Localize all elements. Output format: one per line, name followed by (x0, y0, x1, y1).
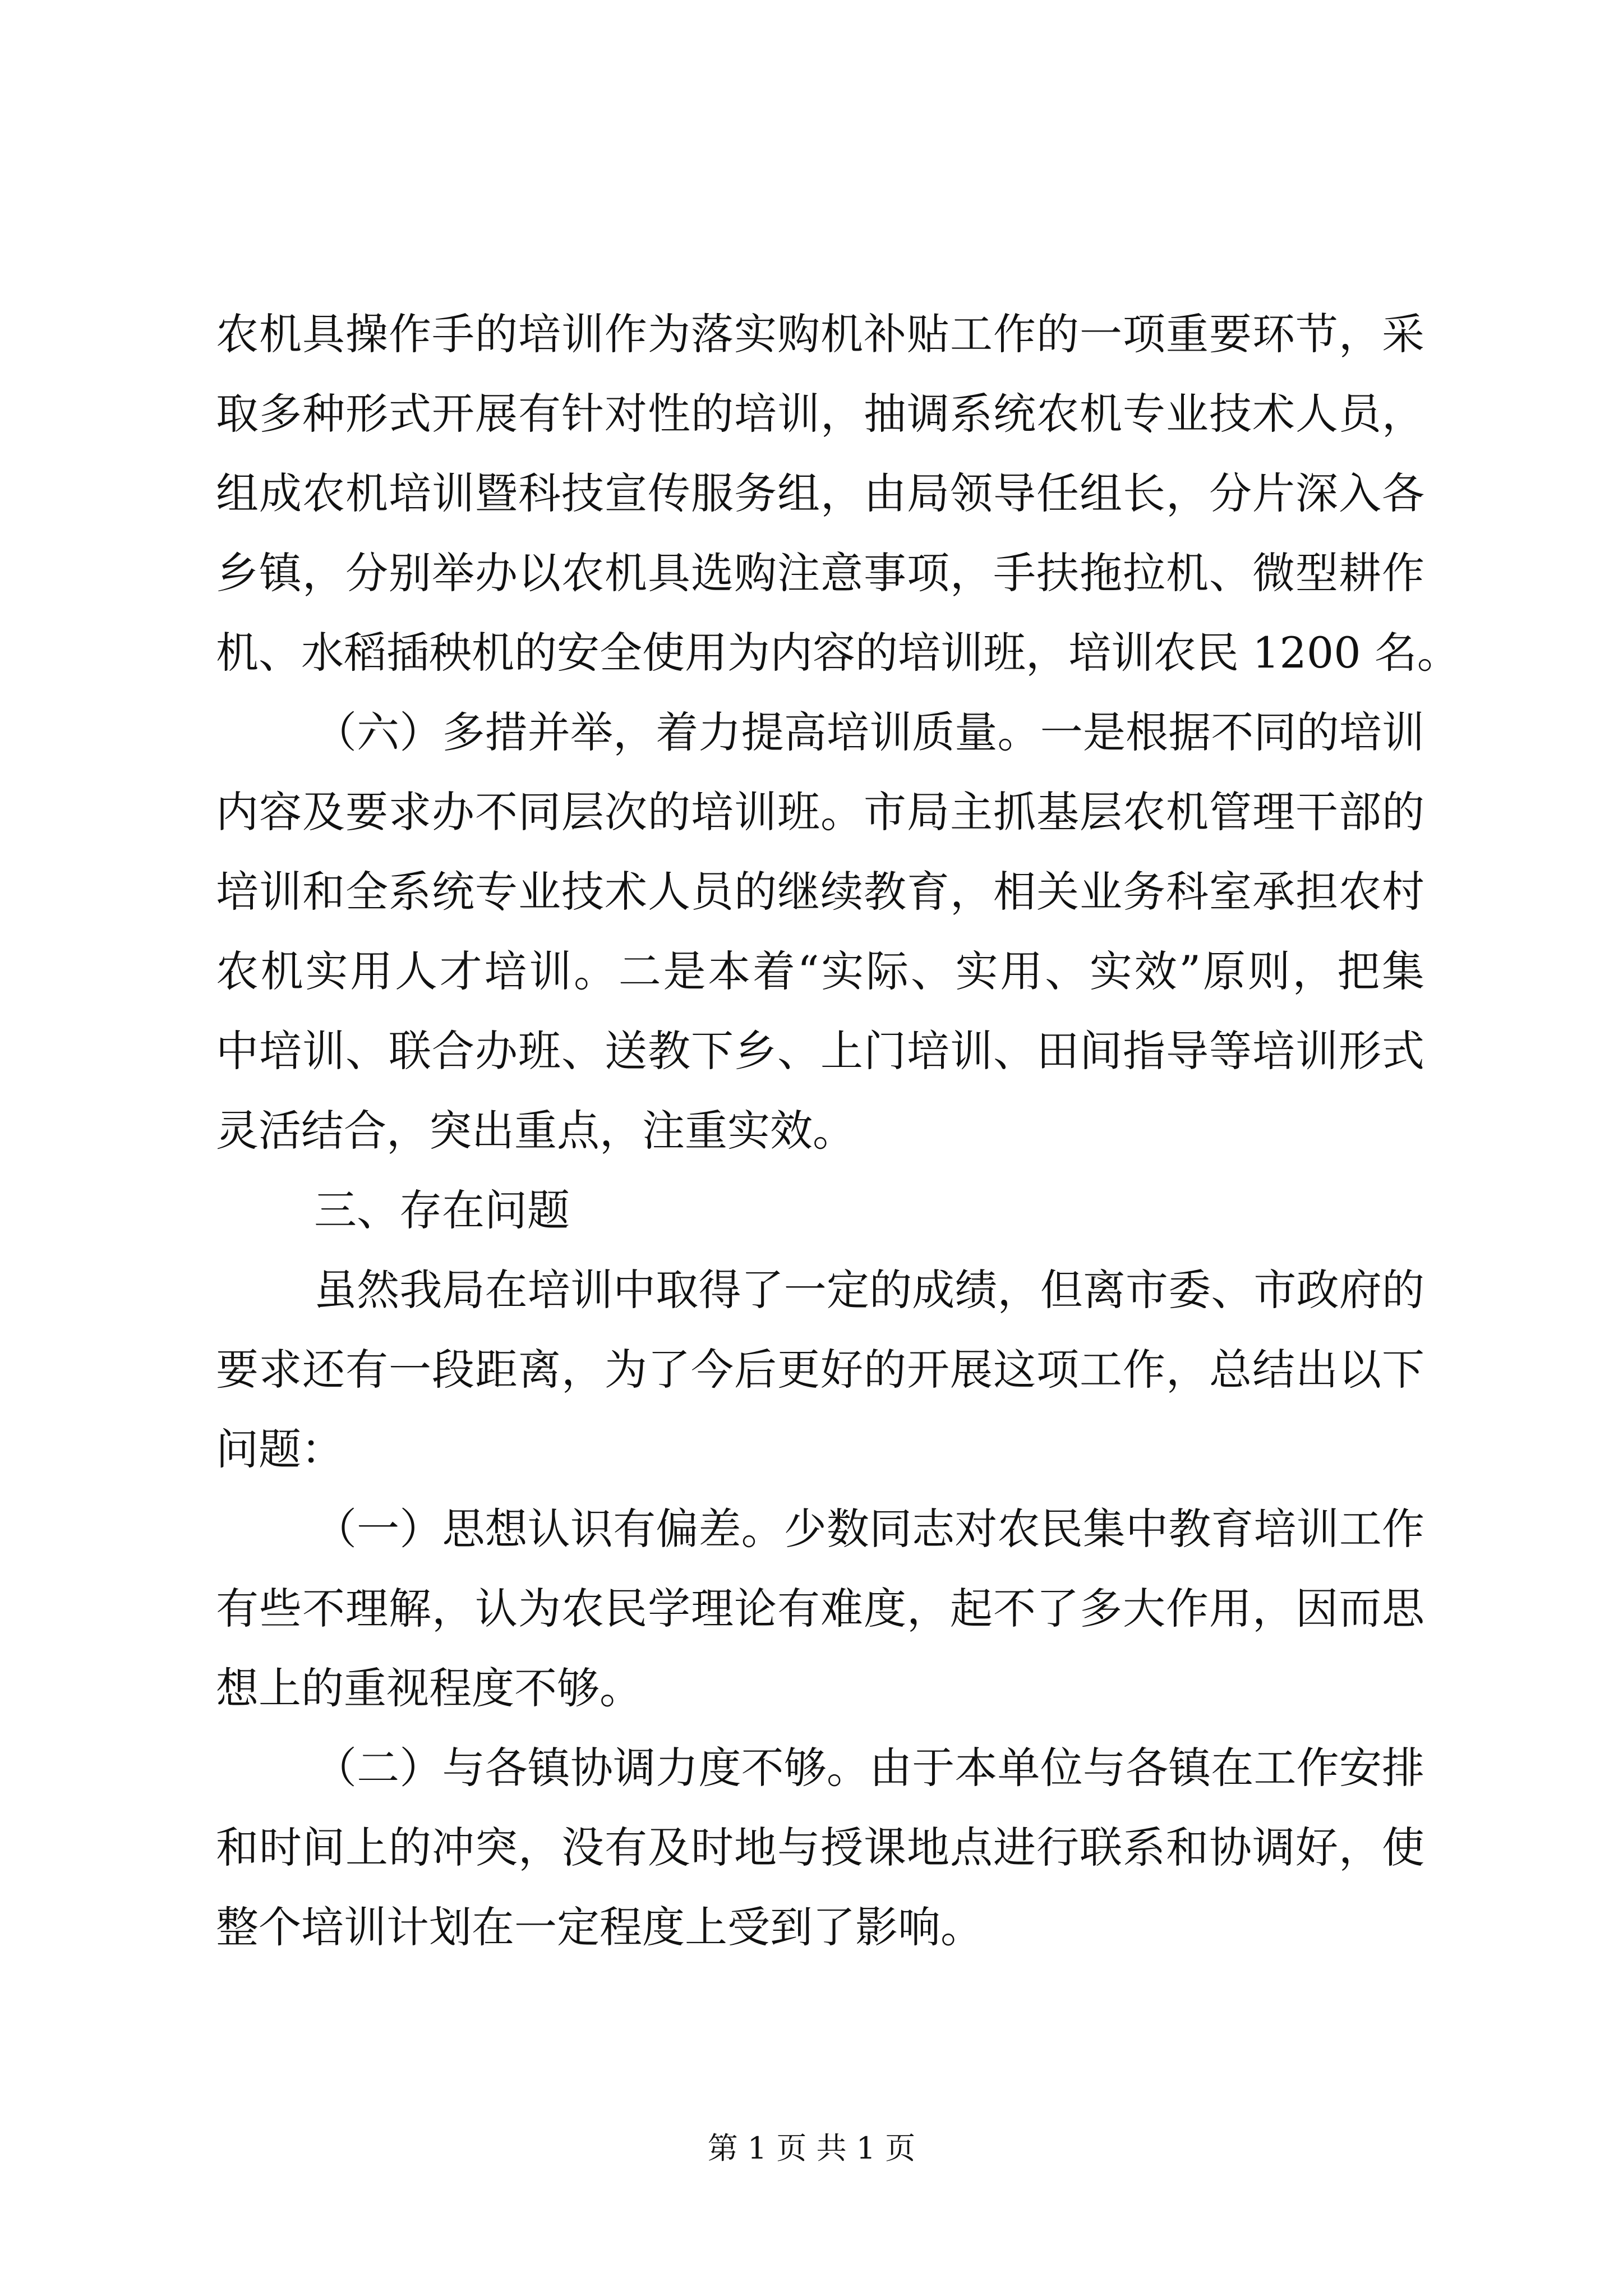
text-line: 和时间上的冲突，没有及时地与授课地点进行联系和协调好，使 (216, 1823, 1424, 1872)
text-line: 整个培训计划在一定程度上受到了影响。 (216, 1902, 983, 1952)
text-line: 培训和全系统专业技术人员的继续教育，相关业务科室承担农村 (216, 867, 1424, 917)
text-line: 问题： (216, 1424, 344, 1474)
text-line: 内容及要求办不同层次的培训班。市局主抓基层农机管理干部的 (216, 787, 1424, 837)
page-number-footer: 第 1 页 共 1 页 (707, 2131, 916, 2166)
text-line: 中培训、联合办班、送教下乡、上门培训、田间指导等培训形式 (216, 1026, 1424, 1076)
section-heading: 三、存在问题 (314, 1185, 570, 1235)
text-line: （二）与各镇协调力度不够。由于本单位与各镇在工作安排 (314, 1743, 1424, 1793)
document-body (216, 295, 1460, 1967)
text-line: 要求还有一段距离，为了今后更好的开展这项工作，总结出以下 (216, 1345, 1424, 1395)
text-line: 乡镇，分别举办以农机具选购注意事项，手扶拖拉机、微型耕作 (216, 548, 1424, 598)
text-line: 组成农机培训暨科技宣传服务组，由局领导任组长，分片深入各 (216, 468, 1424, 518)
text-line: （六）多措并举，着力提高培训质量。一是根据不同的培训 (314, 707, 1424, 757)
text-line: 取多种形式开展有针对性的培训，抽调系统农机专业技术人员， (216, 389, 1424, 439)
text-line: 想上的重视程度不够。 (216, 1663, 642, 1713)
text-line: （一）思想认识有偏差。少数同志对农民集中教育培训工作 (314, 1504, 1424, 1554)
text-line: 机、水稻插秧机的安全使用为内容的培训班，培训农民 1200 名。 (216, 628, 1460, 678)
text-line: 农机具操作手的培训作为落实购机补贴工作的一项重要环节，采 (216, 309, 1424, 359)
text-line: 有些不理解，认为农民学理论有难度，起不了多大作用，因而思 (216, 1584, 1424, 1634)
text-line: 农机实用人才培训。二是本着“实际、实用、实效”原则，把集 (216, 946, 1424, 996)
text-line: 虽然我局在培训中取得了一定的成绩，但离市委、市政府的 (314, 1265, 1424, 1315)
text-line: 灵活结合，突出重点，注重实效。 (216, 1106, 855, 1156)
